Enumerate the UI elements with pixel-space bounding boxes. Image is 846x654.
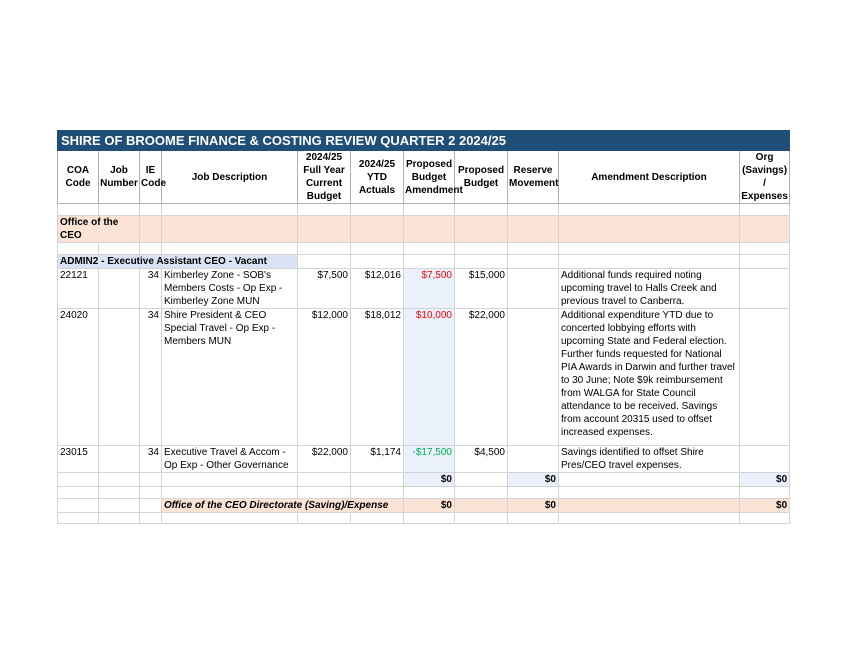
subtotal-reserve: $0 <box>508 473 559 487</box>
header-proposed-amendment: Proposed Budget Amendment <box>404 151 455 204</box>
reserve-movement-cell <box>508 446 559 473</box>
ytd-actuals-cell: $18,012 <box>351 309 404 446</box>
amendment-cell: $10,000 <box>404 309 455 446</box>
job-number-cell <box>99 446 140 473</box>
proposed-budget-cell: $15,000 <box>455 269 508 309</box>
subtotal-amendment: $0 <box>404 473 455 487</box>
spacer-row <box>58 513 790 524</box>
amendment-cell: -$17,500 <box>404 446 455 473</box>
report-title: SHIRE OF BROOME FINANCE & COSTING REVIEW QUARTER 2 2024/25 <box>58 131 790 151</box>
subtotal-org: $0 <box>740 473 790 487</box>
org-savings-cell <box>740 309 790 446</box>
directorate-total-row <box>58 499 790 513</box>
header-amendment-description: Amendment Description <box>559 151 740 204</box>
full-year-budget-cell: $7,500 <box>298 269 351 309</box>
amendment-cell: $7,500 <box>404 269 455 309</box>
header-proposed-budget: Proposed Budget <box>455 151 508 204</box>
ie-code-cell: 34 <box>140 309 162 446</box>
section-label: Office of the CEO <box>58 216 140 243</box>
subsection-row <box>58 255 790 269</box>
amendment-description-cell: Additional expenditure YTD due to concerted lobbying efforts with upcoming State and Federal election. Further funds requested for National PIA Awards in Darwin and further travel to 30 June; Note $9k reimbursement from WALGA for State Council attendance to be received. Savings from account 20315 used to offset increased expenses. <box>559 309 740 446</box>
header-org-savings: Org (Savings) / Expenses <box>741 152 788 202</box>
job-description-cell: Shire President & CEO Special Travel - Op Exp - Members MUN <box>162 309 298 446</box>
ytd-actuals-cell: $1,174 <box>351 446 404 473</box>
column-header-row <box>58 151 790 204</box>
coa-code-cell: 24020 <box>58 309 99 446</box>
proposed-budget-cell: $4,500 <box>455 446 508 473</box>
ie-code-cell: 34 <box>140 446 162 473</box>
full-year-budget-cell: $12,000 <box>298 309 351 446</box>
finance-review-sheet <box>57 130 789 524</box>
header-ie-code: IE Code <box>140 151 162 204</box>
org-savings-cell <box>740 446 790 473</box>
directorate-total-org: $0 <box>740 499 790 513</box>
header-coa-code: COA Code <box>58 151 99 204</box>
job-number-cell <box>99 269 140 309</box>
directorate-total-amendment: $0 <box>404 499 455 513</box>
job-number-cell <box>99 309 140 446</box>
directorate-total-label: Office of the CEO Directorate (Saving)/Expense <box>162 499 404 513</box>
subsection-label: ADMIN2 - Executive Assistant CEO - Vacant <box>58 255 298 269</box>
header-job-description: Job Description <box>162 151 298 204</box>
header-job-number: Job Number <box>99 151 140 204</box>
header-reserve-movement: Reserve Movement <box>508 151 559 204</box>
org-savings-cell <box>740 269 790 309</box>
finance-review-table <box>57 130 790 524</box>
reserve-movement-cell <box>508 269 559 309</box>
subtotal-row <box>58 473 790 487</box>
directorate-total-reserve: $0 <box>508 499 559 513</box>
job-description-cell: Executive Travel & Accom - Op Exp - Other Governance <box>162 446 298 473</box>
amendment-description-cell: Savings identified to offset Shire Pres/CEO travel expenses. <box>559 446 740 473</box>
spacer-row <box>58 487 790 499</box>
section-row <box>58 216 790 243</box>
ytd-actuals-cell: $12,016 <box>351 269 404 309</box>
amendment-description-cell: Additional funds required noting upcoming travel to Halls Creek and previous travel to Canberra. <box>559 269 740 309</box>
header-full-year-budget: 2024/25 Full Year Current Budget <box>298 151 351 204</box>
spacer-row <box>58 243 790 255</box>
proposed-budget-cell: $22,000 <box>455 309 508 446</box>
table-row <box>58 446 790 473</box>
reserve-movement-cell <box>508 309 559 446</box>
ie-code-cell: 34 <box>140 269 162 309</box>
header-ytd-actuals: 2024/25 YTD Actuals <box>351 151 404 204</box>
table-row <box>58 269 790 309</box>
coa-code-cell: 23015 <box>58 446 99 473</box>
full-year-budget-cell: $22,000 <box>298 446 351 473</box>
spacer-row <box>58 204 790 216</box>
coa-code-cell: 22121 <box>58 269 99 309</box>
table-row <box>58 309 790 446</box>
job-description-cell: Kimberley Zone - SOB's Members Costs - Op Exp - Kimberley Zone MUN <box>162 269 298 309</box>
